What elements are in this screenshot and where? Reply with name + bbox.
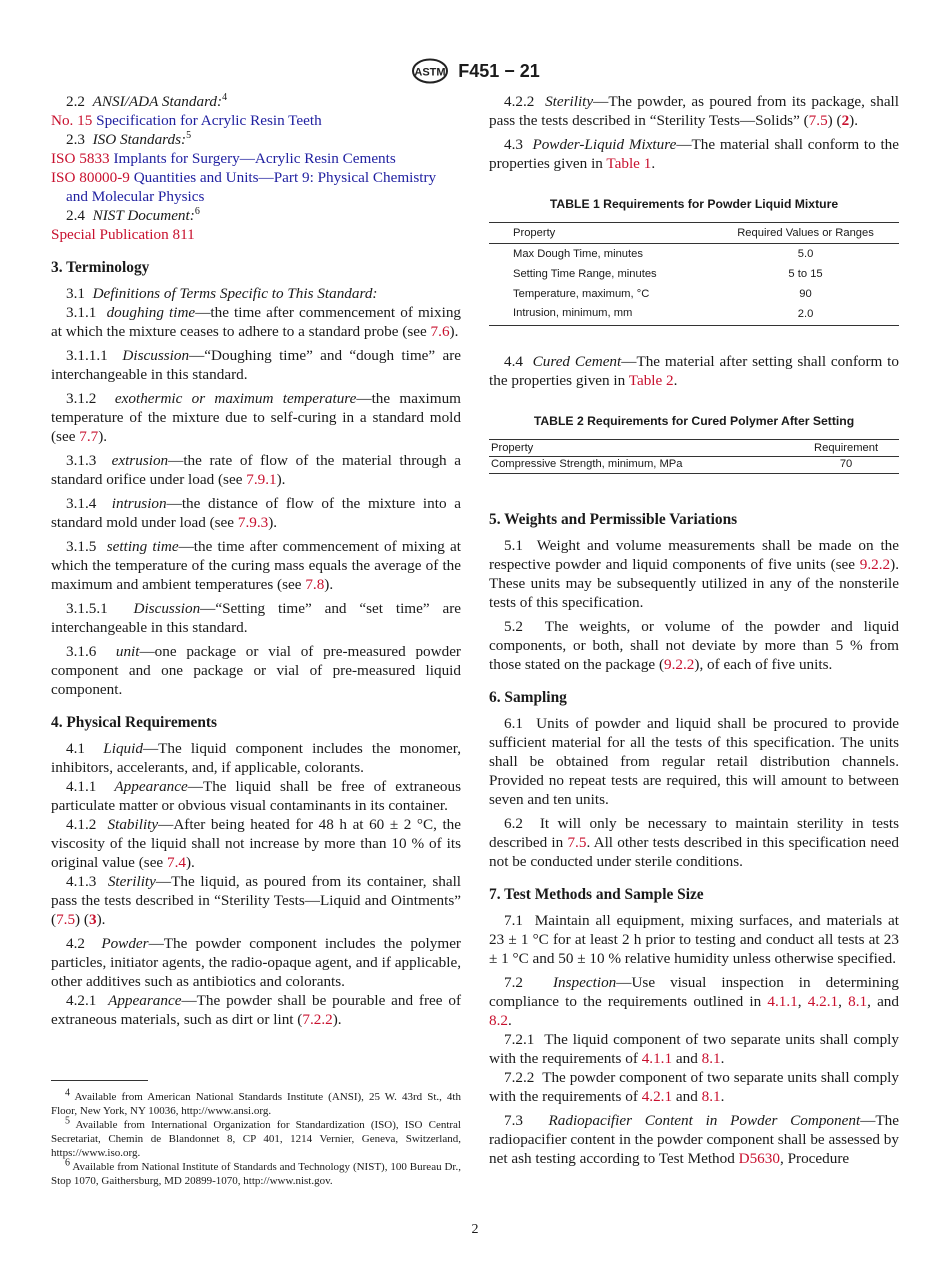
cross-reference-link[interactable]: 8.1 xyxy=(701,1088,721,1105)
reference-link[interactable]: ISO 80000-9 Quantities and Units—Part 9: Physical Chemistry and Molecular Physics xyxy=(51,169,437,205)
footnotes xyxy=(51,1087,461,1188)
paragraph: 3.1.6 unit—one package or vial of pre-measured powder component and one package or vial of pre-measured liquid component. xyxy=(51,643,461,698)
paragraph: 7.2 Inspection—Use visual inspection in determining compliance to the requirements outlined in 4.1.1, 4.2.1, 8.1, and 8.2. xyxy=(489,974,899,1029)
table-cell: Compressive Strength, minimum, MPa xyxy=(489,457,793,474)
cross-reference-link[interactable]: 7.2.2 xyxy=(302,1011,333,1028)
table-row xyxy=(489,304,899,326)
paragraph: 4.1 Liquid—The liquid component includes the monomer, inhibitors, accelerants, and, if applicable, colorants. xyxy=(51,740,462,776)
table-row xyxy=(489,284,899,304)
table-reference-link[interactable]: Table 2 xyxy=(628,372,674,389)
paragraph: 4.1.3 Sterility—The liquid, as poured from its container, shall pass the tests described in “Sterility Tests—Liquid and Ointments” (7.5) (3). xyxy=(51,873,462,928)
paragraph: 7.2.1 The liquid component of two separate units shall comply with the requirements of 4.1.1 and 8.1. xyxy=(489,1031,899,1067)
reference-link[interactable]: ISO 5833 Implants for Surgery—Acrylic Resin Cements xyxy=(51,150,396,167)
paragraph: 3.1.1.1 Discussion—“Doughing time” and “dough time” are interchangeable in this standard. xyxy=(51,347,461,383)
table-cell: 2.0 xyxy=(712,304,899,326)
paragraph: 3.1.1 doughing time—the time after commencement of mixing at which the mixture ceases to adhere to a standard probe (see 7.6). xyxy=(51,304,462,340)
paragraph: 4.2.1 Appearance—The powder shall be pourable and free of extraneous materials, such as dirt or lint (7.2.2). xyxy=(51,992,461,1028)
astm-logo-icon xyxy=(410,58,450,84)
requirements-table-1 xyxy=(489,222,899,326)
cross-reference-link[interactable]: 8.1 xyxy=(701,1050,721,1067)
cross-reference-link[interactable]: 7.7 xyxy=(79,428,99,445)
table-reference-link[interactable]: Table 1 xyxy=(606,155,652,172)
table-header-row xyxy=(489,440,899,457)
section-heading: 4. Physical Requirements xyxy=(51,714,218,731)
paragraph: 5.1 Weight and volume measurements shall be made on the respective powder and liquid components of five units (see 9.2.2). These units may be subsequently utilized in any of the nonsterile tests of this specification. xyxy=(489,537,899,611)
paragraph: 6.2 It will only be necessary to maintain sterility in tests described in 7.5. All other tests described in this specification need not be conducted under sterile conditions. xyxy=(489,815,899,870)
paragraph: 7.1 Maintain all equipment, mixing surfaces, and materials at 23 ± 1 °C for at least 2 h prior to testing and conduct all tests at 23 ± 1 °C and 50 ± 10 % relative humidity unless otherwise specified. xyxy=(489,912,900,967)
cross-reference-link[interactable]: 7.9.3 xyxy=(237,514,269,531)
bibliography-link[interactable]: 2 xyxy=(841,112,850,129)
paragraph: 7.2.2 The powder component of two separate units shall comply with the requirements of 4.2.1 and 8.1. xyxy=(489,1069,899,1105)
table-header: Property xyxy=(489,440,793,457)
paragraph: 7.3 Radiopacifier Content in Powder Component—The radiopacifier content in the powder component shall be assessed by net ash testing according to Test Method D5630, Procedure xyxy=(489,1112,899,1167)
table-row xyxy=(489,244,899,265)
paragraph: 4.4 Cured Cement—The material after setting shall conform to the properties given in Table 2. xyxy=(489,353,899,389)
table-title: TABLE 1 Requirements for Powder Liquid Mixture xyxy=(549,197,839,211)
paragraph: 3.1.5 setting time—the time after commencement of mixing at which the temperature of the curing mass equals the average of the maximum and ambient temperatures (see 7.8). xyxy=(51,538,462,593)
cross-reference-link[interactable]: 4.1.1 xyxy=(641,1050,673,1067)
table-row xyxy=(489,457,899,474)
table-cell: Max Dough Time, minutes xyxy=(513,248,643,260)
cross-reference-link[interactable]: 7.8 xyxy=(305,576,325,593)
cross-reference-link[interactable]: 8.2 xyxy=(489,1012,508,1029)
paragraph: 4.1.2 Stability—After being heated for 48 h at 60 ± 2 °C, the viscosity of the liquid shall not increase by more than 10 % of its original value (see 7.4). xyxy=(51,816,461,871)
table-title: TABLE 2 Requirements for Cured Polymer After Setting xyxy=(533,414,855,428)
footnote: $^6$ Available from National Institute of Standards and Technology (NIST), 100 Bureau Dr., Stop 1070, Gaithersburg, MD 20899-1070, http://www.nist.gov. xyxy=(51,1157,461,1187)
section-heading: 5. Weights and Permissible Variations xyxy=(489,511,738,528)
section-2-2: 2.2 ANSI/ADA Standard:$^4$ xyxy=(66,91,228,110)
footnote-divider xyxy=(51,1080,148,1081)
page-header xyxy=(0,58,950,84)
logo-label: ASTM xyxy=(414,66,446,79)
cross-reference-link[interactable]: 9.2.2 xyxy=(859,556,891,573)
paragraph: 3.1.5.1 Discussion—“Setting time” and “set time” are interchangeable in this standard. xyxy=(51,600,462,636)
cross-reference-link[interactable]: 7.5 xyxy=(567,834,587,851)
cross-reference-link[interactable]: 9.2.2 xyxy=(664,656,695,673)
section-2-4: 2.4 NIST Document:$^6$ xyxy=(66,205,200,224)
requirements-table-2 xyxy=(489,439,899,474)
section-2-3: 2.3 ISO Standards:$^5$ xyxy=(66,129,192,148)
paragraph: 3.1.4 intrusion—the distance of flow of the mixture into a standard mold under load (see 7.9.3). xyxy=(51,495,461,531)
bibliography-link[interactable]: 3 xyxy=(88,911,97,928)
table-cell: Temperature, maximum, °C xyxy=(513,288,650,300)
reference-link[interactable]: Special Publication 811 xyxy=(51,226,195,243)
footnote: $^5$ Available from International Organization for Standardization (ISO), ISO Central Secretariat, Chemin de Blandonnet 8, CP 401, 1214 Vernier, Geneva, Switzerland, https://www.iso.org. xyxy=(51,1115,461,1159)
cross-reference-link[interactable]: 4.2.1 xyxy=(807,993,839,1010)
section-heading: 7. Test Methods and Sample Size xyxy=(489,886,704,903)
cross-reference-link[interactable]: 7.6 xyxy=(430,323,450,340)
paragraph: 6.1 Units of powder and liquid shall be procured to provide sufficient material for all the tests of this specification. The units shall be obtained from regular retail distribution channels. Provided no repeat tests are required, this will amount to between seven and ten units. xyxy=(489,715,899,808)
table-header: Required Values or Ranges xyxy=(712,223,899,244)
table-cell: 5.0 xyxy=(797,248,814,260)
table-header: Property xyxy=(489,223,712,244)
cross-reference-link[interactable]: D5630 xyxy=(738,1150,780,1167)
cross-reference-link[interactable]: 7.5 xyxy=(56,911,76,928)
cross-reference-link[interactable]: 7.9.1 xyxy=(246,471,277,488)
paragraph: 3.1.2 exothermic or maximum temperature—the maximum temperature of the mixture due to self-curing in a standard mold (see 7.7). xyxy=(51,390,461,445)
page-number: 2 xyxy=(471,1222,479,1237)
table-cell: 70 xyxy=(793,457,899,474)
paragraph: 4.2 Powder—The powder component includes the polymer particles, initiator agents, the radio-opaque agent, and if applicable, other additives such as antibiotics and colorants. xyxy=(51,935,461,990)
footnote: $^4$ Available from American National Standards Institute (ANSI), 25 W. 43rd St., 4th Floor, New York, NY 10036, http://www.ansi.org. xyxy=(51,1087,461,1117)
table-cell: Setting Time Range, minutes xyxy=(513,268,657,280)
table-header: Requirement xyxy=(793,440,899,457)
table-cell: 90 xyxy=(799,288,812,300)
table-cell: Intrusion, minimum, mm xyxy=(489,304,712,326)
paragraph: 3.1.3 extrusion—the rate of flow of the material through a standard orifice under load (see 7.9.1). xyxy=(51,452,462,488)
document-id: F451 − 21 xyxy=(458,60,540,81)
paragraph: 4.1.1 Appearance—The liquid shall be free of extraneous particulate matter or obvious visual contaminants in its container. xyxy=(51,778,461,814)
section-heading: 6. Sampling xyxy=(489,689,567,706)
paragraph: 4.2.2 Sterility—The powder, as poured from its package, shall pass the tests described in “Sterility Tests—Solids” (7.5) (2). xyxy=(489,93,899,129)
paragraph: 4.3 Powder-Liquid Mixture—The material shall conform to the properties given in Table 1. xyxy=(489,136,900,172)
right-column xyxy=(489,92,899,1173)
cross-reference-link[interactable]: 4.1.1 xyxy=(767,993,798,1010)
left-column xyxy=(51,92,461,1034)
cross-reference-link[interactable]: 8.1 xyxy=(848,993,868,1010)
cross-reference-link[interactable]: 7.5 xyxy=(808,112,828,129)
paragraph: 5.2 The weights, or volume of the powder and liquid components, or both, shall not deviate by more than 5 % from those stated on the package (9.2.2), of each of five units. xyxy=(489,618,900,673)
paragraph: 3.1 Definitions of Terms Specific to This Standard: xyxy=(66,285,378,302)
table-row xyxy=(489,264,899,284)
table-header-row xyxy=(489,223,899,244)
cross-reference-link[interactable]: 4.2.1 xyxy=(641,1088,673,1105)
reference-link[interactable]: No. 15 Specification for Acrylic Resin Teeth xyxy=(51,112,322,129)
table-cell: 5 to 15 xyxy=(788,268,823,280)
section-heading: 3. Terminology xyxy=(51,259,150,276)
cross-reference-link[interactable]: 7.4 xyxy=(166,854,186,871)
